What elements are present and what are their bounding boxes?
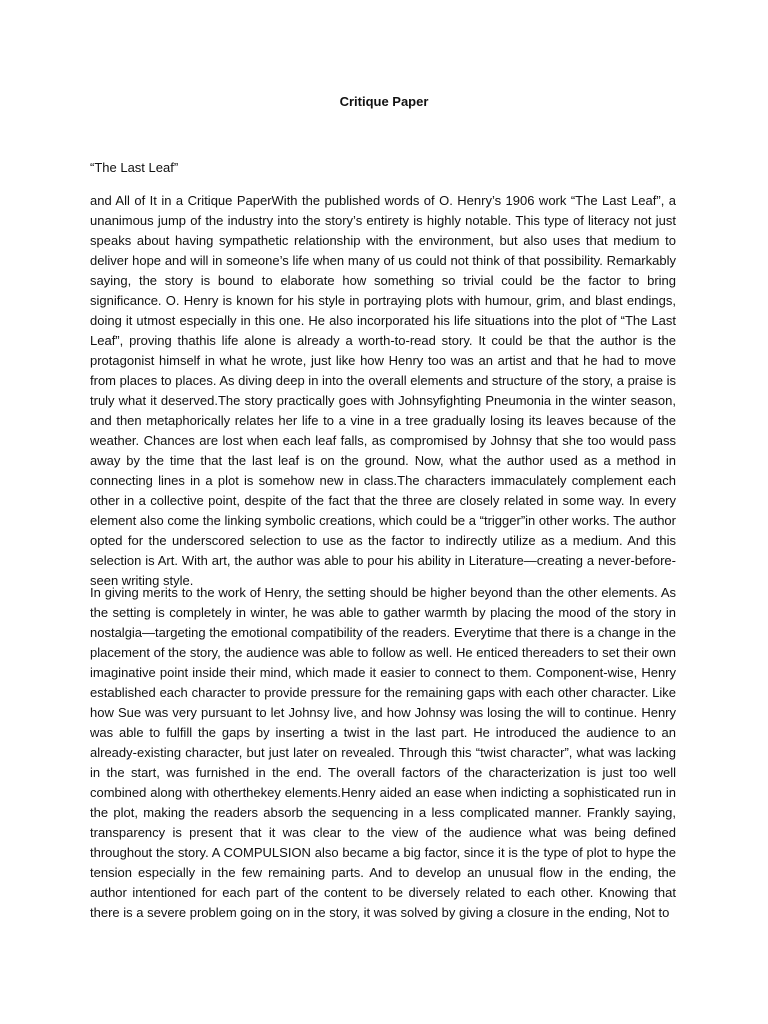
body-paragraph: and All of It in a Critique PaperWith the published words of O. Henry’s 1906 work “The Last Leaf”, a unanimous jump of the industry into the story’s entirety is highly notable. This type of literacy not just speaks about having sympathetic relationship with the environment, but also uses that medium to deliver hope and will in someone’s life when many of us could not think of that possibility. Remarkably saying, the story is bound to elaborate how something so trivial could be the factor to bring significance. O. Henry is known for his style in portraying plots with humour, grim, and blast endings, doing it utmost especially in this one. He also incorporated his life situations into the plot of “The Last Leaf”, proving thathis life alone is already a worth-to-read story. It could be that the author is the protagonist himself in what he wrote, just like how Henry too was an artist and that he had to move from places to places. As diving deep in into the overall elements and structure of the story, a praise is truly what it deserved.The story practically goes with Johnsyfighting Pneumonia in the winter season, and then metaphorically relates her life to a vine in a tree gradually losing its leaves because of the weather. Chances are lost when each leaf falls, as compromised by Johnsy that she too would pass away by the time that the last leaf is on the ground. Now, what the author used as a method in connecting lines in a plot is somehow new in class.The characters immaculately complement each other in a collective point, despite of the fact that the three are closely related in some way. In every element also come the linking symbolic creations, which could be a “trigger”in other works. The author opted for the underscored selection to use as the factor to indirectly utilize as a medium. And this selection is Art. With art, the author was able to pour his ability in Literature—creating a never-before-seen writing style. xyxy=(90,193,676,588)
body-paragraph: In giving merits to the work of Henry, the setting should be higher beyond than the other elements. As the setting is completely in winter, he was able to gather warmth by placing the mood of the story in nostalgia—targeting the emotional compatibility of the readers. Everytime that there is a change in the placement of the story, the audience was able to follow as well. He enticed thereaders to set their own imaginative point inside their mind, which made it easier to connect to them. Component-wise, Henry established each character to provide pressure for the remaining gaps with each other character. Like how Sue was very pursuant to let Johnsy live, and how Johnsy was losing the will to continue. Henry was able to fulfill the gaps by inserting a twist in the last part. He introduced the audience to an already-existing character, but just later on revealed. Through this “twist character”, what was lacking in the start, was furnished in the end. The overall factors of the characterization is just too well combined along with otherthekey elements.Henry aided an ease when indicting a sophisticated run in the plot, making the readers absorb the sequencing in a less complicated manner. Frankly saying, transparency is present that it was clear to the view of the audience what was being defined throughout the story. A COMPULSION also became a big factor, since it is the type of plot to hype the tension especially in the few remaining parts. And to develop an unusual flow in the ending, the author intentioned for each part of the content to be diversely related to each other. Knowing that there is a severe problem going on in the story, it was solved by giving a closure in the ending, Not to xyxy=(90,585,676,920)
document-title: Critique Paper xyxy=(339,94,429,109)
story-title: “The Last Leaf” xyxy=(90,160,179,175)
